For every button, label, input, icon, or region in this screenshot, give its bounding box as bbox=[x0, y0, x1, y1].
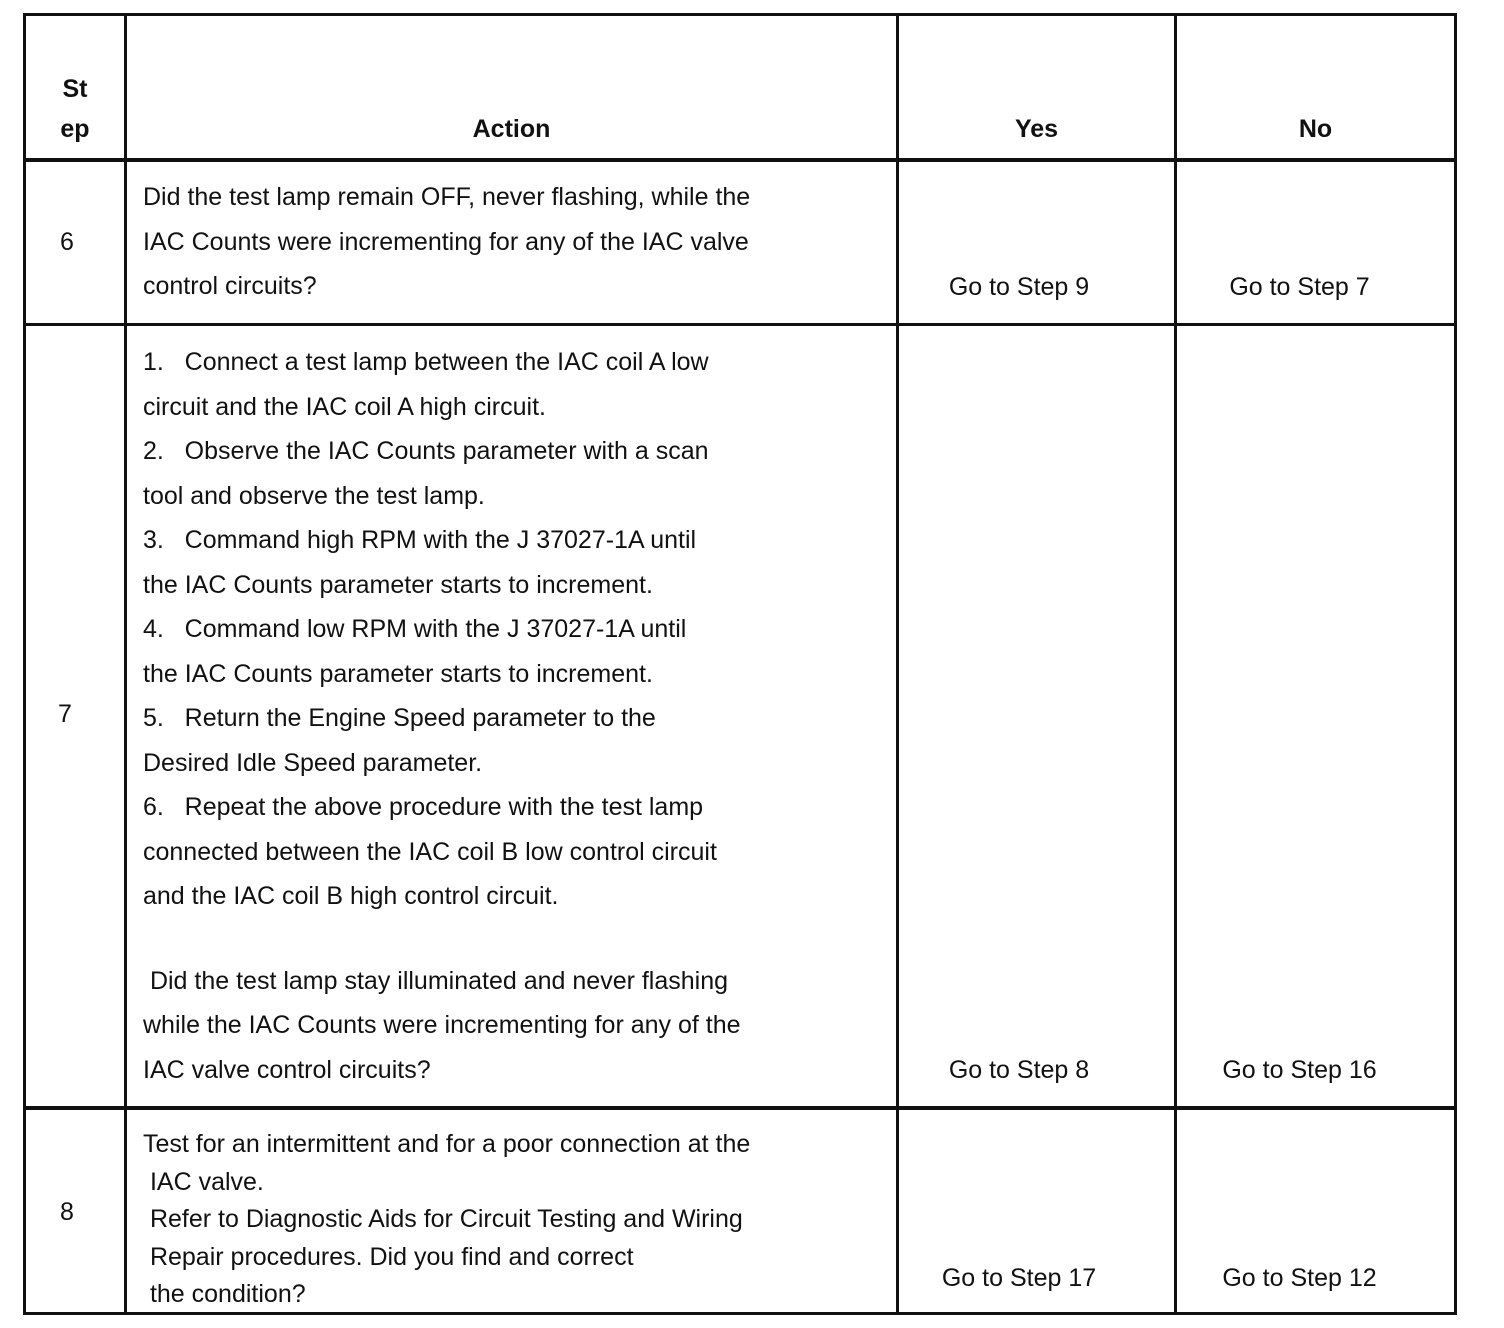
action-line: 1. Connect a test lamp between the IAC coil A low bbox=[143, 348, 709, 376]
header-no: No bbox=[1298, 115, 1333, 143]
column-divider bbox=[1174, 13, 1177, 1315]
action-line: and the IAC coil B high control circuit. bbox=[143, 882, 559, 910]
step-number: 8 bbox=[60, 1198, 74, 1226]
table-border-top bbox=[23, 13, 1457, 16]
table-border-left bbox=[23, 13, 26, 1315]
action-line: connected between the IAC coil B low control circuit bbox=[143, 837, 717, 866]
action-line: Refer to Diagnostic Aids for Circuit Testing and Wiring bbox=[143, 1205, 743, 1233]
action-line: the condition? bbox=[143, 1280, 306, 1308]
diagnostic-table bbox=[23, 13, 1457, 1315]
action-text bbox=[143, 175, 750, 309]
action-line: Test for an intermittent and for a poor connection at the bbox=[143, 1130, 751, 1158]
step-number: 7 bbox=[58, 700, 72, 728]
header-step-line1: St bbox=[62, 75, 88, 103]
action-line: IAC valve. bbox=[143, 1167, 264, 1196]
action-line: 2. Observe the IAC Counts parameter with a scan bbox=[143, 437, 709, 465]
action-line: 3. Command high RPM with the J 37027-1A until bbox=[143, 526, 697, 554]
table-border-right bbox=[1454, 13, 1457, 1315]
column-divider bbox=[896, 13, 899, 1315]
step-number: 6 bbox=[60, 228, 74, 256]
action-line: the IAC Counts parameter starts to increment. bbox=[143, 570, 653, 599]
yes-result: Go to Step 9 bbox=[948, 273, 1090, 301]
header-action: Action bbox=[472, 115, 551, 143]
action-text bbox=[143, 1126, 750, 1314]
header-yes: Yes bbox=[1014, 115, 1059, 143]
question-line: IAC valve control circuits? bbox=[143, 1055, 431, 1084]
action-text bbox=[143, 340, 741, 1092]
row-divider bbox=[23, 323, 1457, 326]
action-line: circuit and the IAC coil A high circuit. bbox=[143, 392, 546, 421]
action-line: IAC Counts were incrementing for any of the IAC valve bbox=[143, 227, 749, 256]
no-result: Go to Step 12 bbox=[1222, 1264, 1377, 1292]
header-step-line2: ep bbox=[60, 115, 90, 143]
action-line: 4. Command low RPM with the J 37027-1A until bbox=[143, 615, 687, 643]
action-line: 5. Return the Engine Speed parameter to the bbox=[143, 704, 656, 732]
no-result: Go to Step 16 bbox=[1222, 1056, 1377, 1084]
question-line: while the IAC Counts were incrementing for any of the bbox=[143, 1011, 741, 1039]
action-line: Repair procedures. Did you find and correct bbox=[143, 1242, 634, 1271]
yes-result: Go to Step 8 bbox=[948, 1056, 1090, 1084]
action-line: 6. Repeat the above procedure with the test lamp bbox=[143, 793, 704, 821]
header-divider bbox=[23, 158, 1457, 162]
yes-result: Go to Step 17 bbox=[941, 1264, 1097, 1292]
spacer bbox=[143, 919, 741, 959]
action-line: the IAC Counts parameter starts to increment. bbox=[143, 659, 653, 688]
no-result: Go to Step 7 bbox=[1229, 273, 1370, 301]
action-line: tool and observe the test lamp. bbox=[143, 481, 485, 510]
column-divider bbox=[124, 13, 127, 1315]
action-line: control circuits? bbox=[143, 272, 317, 300]
action-line: Did the test lamp remain OFF, never flashing, while the bbox=[143, 183, 751, 211]
action-line: Desired Idle Speed parameter. bbox=[143, 748, 483, 777]
question-line: Did the test lamp stay illuminated and never flashing bbox=[143, 966, 729, 995]
row-divider bbox=[23, 1106, 1457, 1110]
header-step bbox=[26, 69, 124, 149]
